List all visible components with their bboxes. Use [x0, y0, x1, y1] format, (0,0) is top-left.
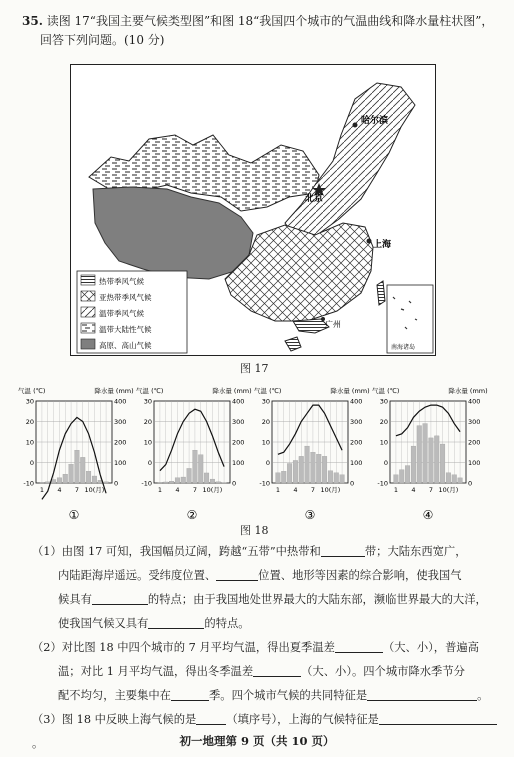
precip-tick-label: 0: [350, 479, 355, 488]
q1-text: 使我国气候又具有: [58, 617, 149, 630]
q2-text: 季。四个城市气候的共同特征是: [208, 689, 368, 702]
precip-tick-label: 100: [232, 459, 245, 467]
precipitation-bar: [75, 450, 80, 483]
chart-label: ③: [304, 508, 316, 522]
q1-line-4: [32, 612, 502, 636]
q2-text: 温；对比 1 月平均气温，得出冬季温差: [58, 665, 254, 678]
q1-text: 带；大陆东西宽广，: [364, 545, 467, 558]
temp-tick-label: 20: [379, 418, 388, 426]
chart-label: ②: [186, 508, 198, 522]
temp-tick-label: 0: [383, 459, 388, 467]
precipitation-bar: [429, 438, 434, 483]
precip-tick-label: 200: [232, 438, 245, 447]
precip-tick-label: 0: [114, 479, 119, 488]
q2-text: 。: [477, 689, 489, 702]
precipitation-bar: [458, 478, 463, 483]
temp-tick-label: -10: [377, 479, 388, 488]
temp-tick-label: 10: [25, 438, 34, 447]
city-label: 广州: [325, 320, 341, 329]
precipitation-bar: [169, 481, 174, 483]
precipitation-bar: [311, 452, 316, 483]
climate-chart: [372, 383, 490, 523]
precip-tick-label: 400: [350, 397, 363, 406]
precipitation-bar: [305, 446, 310, 483]
temp-tick-label: 30: [379, 397, 388, 406]
precipitation-bar: [63, 474, 68, 483]
precip-tick-label: 100: [350, 459, 363, 467]
month-tick-label: 7: [192, 486, 197, 494]
legend-label: 高原、高山气候: [99, 341, 152, 350]
month-tick-label: 4: [293, 486, 298, 494]
answer-blank[interactable]: [253, 662, 301, 677]
temperature-line: [278, 405, 342, 454]
precipitation-bar: [434, 436, 439, 483]
precipitation-bar: [281, 471, 286, 483]
q3-text: （填序号），上海的气候特征是: [226, 713, 379, 726]
precipitation-bar: [57, 478, 62, 483]
temp-tick-label: 30: [261, 397, 270, 406]
city-label: 哈尔滨: [361, 116, 389, 126]
q2-line-2: [32, 660, 502, 684]
month-tick-label: 10(月): [202, 486, 223, 494]
precip-tick-label: 200: [468, 438, 481, 447]
temp-tick-label: -10: [259, 479, 270, 488]
precipitation-bar: [92, 476, 97, 483]
q1-text: 的特点；由于我国地处世界最大的大陆东部，濒临世界最大的大洋，: [147, 593, 487, 606]
answer-blank[interactable]: [148, 614, 204, 629]
q3-text: 。: [32, 737, 44, 750]
precipitation-bar: [204, 473, 209, 483]
precipitation-bar: [276, 473, 281, 483]
q1-line-2: [32, 564, 502, 588]
legend-label: 温带大陆性气候: [99, 325, 152, 334]
q1-text: 位置、地形等因素的综合影响，使我国气: [258, 569, 462, 582]
precipitation-bar: [340, 475, 345, 483]
precip-axis-label: 降水量 (mm): [448, 387, 488, 395]
answer-blank[interactable]: [171, 686, 209, 701]
month-tick-label: 10(月): [438, 486, 459, 494]
temp-tick-label: 20: [25, 418, 34, 426]
precip-axis-label: 降水量 (mm): [212, 387, 252, 395]
month-tick-label: 1: [393, 486, 398, 494]
precipitation-bar: [440, 444, 445, 483]
figure-17-caption: 图 17: [240, 362, 269, 375]
answer-blank[interactable]: [196, 710, 226, 725]
precipitation-bar: [104, 482, 109, 483]
precipitation-bar: [334, 473, 339, 483]
temp-tick-label: 30: [143, 397, 152, 406]
precipitation-bar: [210, 479, 215, 483]
temp-tick-label: 30: [25, 397, 34, 406]
temperature-line: [160, 409, 224, 471]
q3-text: （3）图 18 中反映上海气候的是: [32, 713, 197, 726]
precip-tick-label: 400: [114, 397, 127, 406]
taiwan-island: [377, 281, 385, 305]
climate-chart: [18, 383, 136, 523]
precipitation-bar: [158, 482, 163, 483]
q1-text: 内陆距海岸遥远。受纬度位置、: [58, 569, 217, 582]
precipitation-bar: [293, 460, 298, 483]
temp-tick-label: -10: [23, 479, 34, 488]
city-label: 上海: [373, 240, 392, 250]
precipitation-bar: [45, 482, 50, 483]
climate-charts: [18, 383, 498, 523]
month-tick-label: 1: [157, 486, 162, 494]
answer-blank[interactable]: [335, 638, 383, 653]
precipitation-bar: [216, 482, 221, 483]
answer-blank[interactable]: [321, 542, 365, 557]
temp-tick-label: 20: [261, 418, 270, 426]
temp-tick-label: 0: [29, 459, 34, 467]
month-tick-label: 1: [39, 486, 44, 494]
precipitation-bar: [394, 475, 399, 483]
city-label: 北京: [305, 194, 324, 204]
precipitation-bar: [405, 466, 410, 483]
q2-text: （大、小）。四个城市降水季节分: [301, 665, 465, 678]
precip-tick-label: 300: [114, 418, 127, 426]
precipitation-bar: [299, 456, 304, 483]
climate-map: [70, 64, 436, 356]
q1-line-1: [32, 540, 502, 564]
month-tick-label: 4: [411, 486, 416, 494]
precipitation-bar: [446, 473, 451, 483]
q1-text: 候具有: [58, 593, 92, 606]
temp-tick-label: -10: [141, 479, 152, 488]
page-footer: 初一地理第 9 页（共 10 页）: [179, 734, 335, 748]
precip-tick-label: 300: [468, 418, 481, 426]
precipitation-bar: [40, 482, 45, 483]
temp-tick-label: 0: [265, 459, 270, 467]
sub-questions: [32, 540, 502, 756]
temp-axis-label: 气温 (℃): [254, 387, 282, 395]
chart-label: ①: [68, 508, 80, 522]
precipitation-bar: [198, 455, 203, 483]
precip-tick-label: 0: [468, 479, 473, 488]
inset-label: 南海诸岛: [391, 344, 416, 351]
answer-blank[interactable]: [379, 710, 497, 725]
temp-axis-label: 气温 (℃): [18, 387, 46, 395]
month-tick-label: 10(月): [320, 486, 341, 494]
precipitation-bar: [181, 477, 186, 483]
q1-text: 的特点。: [204, 617, 250, 630]
answer-blank[interactable]: [216, 566, 258, 581]
precip-tick-label: 300: [350, 418, 363, 426]
month-tick-label: 4: [175, 486, 180, 494]
temp-tick-label: 20: [143, 418, 152, 426]
q2-text: 配不均匀，主要集中在: [58, 689, 171, 702]
map-legend: [77, 271, 187, 353]
q2-line-3: [32, 684, 502, 708]
precipitation-bar: [187, 468, 192, 483]
temp-axis-label: 气温 (℃): [136, 387, 164, 395]
precip-tick-label: 400: [468, 397, 481, 406]
precipitation-bar: [417, 426, 422, 483]
precip-tick-label: 200: [114, 438, 127, 447]
precip-tick-label: 400: [232, 397, 245, 406]
precipitation-bar: [411, 446, 416, 483]
south-sea-inset: [387, 285, 433, 353]
precip-axis-label: 降水量 (mm): [94, 387, 134, 395]
question-line-1: 读图 17“我国主要气候类型图”和图 18“我国四个城市的气温曲线和降水量柱状图”，: [46, 14, 494, 28]
chart-label: ④: [422, 508, 434, 522]
temp-tick-label: 10: [379, 438, 388, 447]
answer-blank[interactable]: [367, 686, 477, 701]
legend-label: 亚热带季风气候: [99, 293, 152, 302]
precipitation-bar: [69, 464, 74, 483]
precipitation-bar: [163, 482, 168, 483]
precip-tick-label: 100: [114, 459, 127, 467]
question-header: [22, 12, 498, 50]
month-tick-label: 10(月): [84, 486, 105, 494]
precipitation-bar: [287, 464, 292, 483]
month-tick-label: 7: [310, 486, 315, 494]
hainan-island: [285, 337, 301, 351]
question-number: 35.: [22, 14, 43, 28]
precipitation-bar: [452, 475, 457, 483]
precipitation-bar: [423, 424, 428, 483]
q2-line-1: [32, 636, 502, 660]
precip-tick-label: 200: [350, 438, 363, 447]
tropical-monsoon-region: [293, 319, 329, 333]
precipitation-bar: [322, 456, 327, 483]
precipitation-bar: [316, 454, 321, 483]
climate-chart: [136, 383, 254, 523]
q1-line-3: [32, 588, 502, 612]
month-tick-label: 7: [428, 486, 433, 494]
temp-tick-label: 0: [147, 459, 152, 467]
precipitation-bar: [80, 457, 85, 483]
precipitation-bar: [193, 450, 198, 483]
precipitation-bar: [328, 471, 333, 483]
q2-text: （大、小），普遍高: [382, 641, 479, 654]
precip-axis-label: 降水量 (mm): [330, 387, 370, 395]
precipitation-bar: [51, 480, 56, 483]
precipitation-bar: [175, 478, 180, 483]
temperature-line: [396, 405, 460, 436]
temp-axis-label: 气温 (℃): [372, 387, 400, 395]
precip-tick-label: 300: [232, 418, 245, 426]
legend-label: 热带季风气候: [99, 277, 144, 286]
precipitation-bar: [86, 471, 91, 483]
figure-18-caption: 图 18: [240, 524, 269, 537]
precip-tick-label: 0: [232, 479, 237, 488]
precip-tick-label: 100: [468, 459, 481, 467]
month-tick-label: 7: [74, 486, 79, 494]
q1-text: （1）由图 17 可知，我国幅员辽阔，跨越“五带”中热带和: [32, 545, 321, 558]
question-line-2: 回答下列问题。(10 分): [40, 33, 165, 47]
temp-tick-label: 10: [261, 438, 270, 447]
q2-text: （2）对比图 18 中四个城市的 7 月平均气温，得出夏季温差: [32, 641, 335, 654]
month-tick-label: 1: [275, 486, 280, 494]
climate-chart: [254, 383, 372, 523]
temp-tick-label: 10: [143, 438, 152, 447]
precipitation-bar: [399, 470, 404, 483]
legend-label: 温带季风气候: [99, 309, 144, 318]
answer-blank[interactable]: [92, 590, 148, 605]
month-tick-label: 4: [57, 486, 62, 494]
climate-map-drawing: [71, 65, 435, 355]
